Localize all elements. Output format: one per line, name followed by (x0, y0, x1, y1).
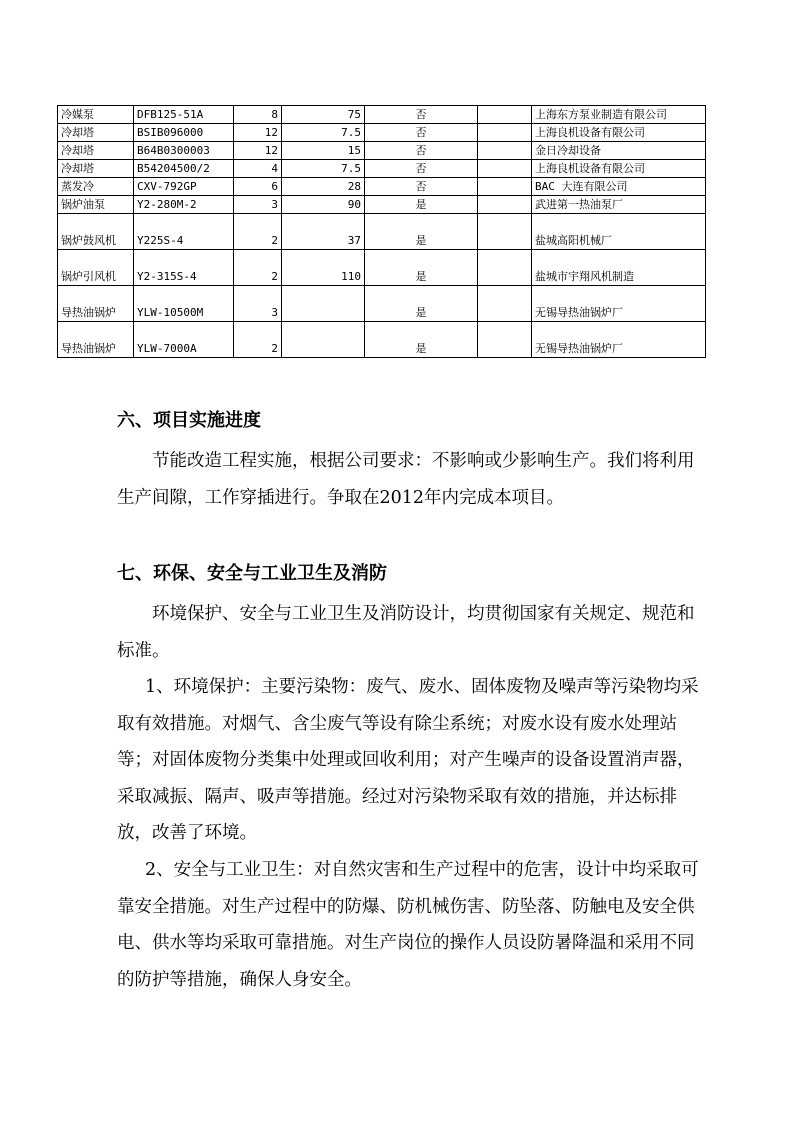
table-row (58, 160, 706, 178)
cell-manufacturer: 无锡导热油锅炉厂 (532, 322, 706, 358)
cell-power: 75 (282, 106, 365, 124)
cell-model: B64B0300003 (134, 142, 234, 160)
cell-manufacturer: 盐城市宇翔风机制造 (532, 250, 706, 286)
cell-note (478, 142, 532, 160)
cell-quantity: 8 (234, 106, 282, 124)
cell-manufacturer: 无锡导热油锅炉厂 (532, 286, 706, 322)
cell-model: DFB125-51A (134, 106, 234, 124)
safety-hygiene-paragraph: 2、安全与工业卫生：对自然灾害和生产过程中的危害，设计中均采取可靠安全措施。对生产过程中的防爆、防机械伤害、防坠落、防触电及安全供电、供水等均采取可靠措施。对生产岗位的操作人员设防暑降温和采用不同的防护等措施，确保人身安全。 (117, 860, 699, 990)
cell-note (478, 196, 532, 214)
cell-power: 110 (282, 250, 365, 286)
cell-retrofit: 是 (365, 322, 478, 358)
cell-quantity: 12 (234, 142, 282, 160)
cell-manufacturer: 金日冷却设备 (532, 142, 706, 160)
cell-retrofit: 是 (365, 214, 478, 250)
cell-retrofit: 否 (365, 160, 478, 178)
cell-equipment-name: 冷却塔 (58, 160, 134, 178)
cell-power: 7.5 (282, 124, 365, 142)
cell-model: YLW-7000A (134, 322, 234, 358)
table-row (58, 196, 706, 214)
section-7-heading: 七、环保、安全与工业卫生及消防 (117, 563, 387, 584)
cell-manufacturer: 上海良机设备有限公司 (532, 124, 706, 142)
cell-equipment-name: 锅炉引风机 (58, 250, 134, 286)
cell-quantity: 4 (234, 160, 282, 178)
cell-equipment-name: 冷媒泵 (58, 106, 134, 124)
cell-model: Y225S-4 (134, 214, 234, 250)
cell-quantity: 2 (234, 214, 282, 250)
cell-equipment-name: 锅炉鼓风机 (58, 214, 134, 250)
cell-power: 28 (282, 178, 365, 196)
cell-note (478, 160, 532, 178)
cell-model: YLW-10500M (134, 286, 234, 322)
cell-retrofit: 否 (365, 178, 478, 196)
cell-model: B54204500/2 (134, 160, 234, 178)
table-row (58, 322, 706, 358)
cell-quantity: 2 (234, 322, 282, 358)
cell-equipment-name: 冷却塔 (58, 142, 134, 160)
cell-manufacturer: 上海良机设备有限公司 (532, 160, 706, 178)
cell-model: CXV-792GP (134, 178, 234, 196)
cell-power (282, 322, 365, 358)
equipment-table-body (58, 106, 706, 358)
table-row (58, 214, 706, 250)
cell-power (282, 286, 365, 322)
cell-note (478, 124, 532, 142)
cell-retrofit: 否 (365, 124, 478, 142)
section-7-intro-paragraph: 环境保护、安全与工业卫生及消防设计，均贯彻国家有关规定、规范和标准。 (117, 604, 695, 661)
table-row (58, 124, 706, 142)
cell-note (478, 178, 532, 196)
cell-model: Y2-280M-2 (134, 196, 234, 214)
cell-note (478, 286, 532, 322)
table-row (58, 286, 706, 322)
cell-note (478, 214, 532, 250)
cell-quantity: 3 (234, 286, 282, 322)
cell-manufacturer: 上海东方泵业制造有限公司 (532, 106, 706, 124)
cell-equipment-name: 锅炉油泵 (58, 196, 134, 214)
cell-equipment-name: 导热油锅炉 (58, 322, 134, 358)
table-row (58, 178, 706, 196)
table-row (58, 250, 706, 286)
cell-retrofit: 是 (365, 250, 478, 286)
cell-quantity: 6 (234, 178, 282, 196)
environmental-protection-paragraph: 1、环境保护：主要污染物：废气、废水、固体废物及噪声等污染物均采取有效措施。对烟气、含尘废气等设有除尘系统；对废水设有废水处理站等；对固体废物分类集中处理或回收利用；对产生噪声的设备设置消声器，采取减振、隔声、吸声等措施。经过对污染物采取有效的措施，并达标排放，改善了环境。 (117, 677, 699, 843)
cell-equipment-name: 蒸发冷 (58, 178, 134, 196)
cell-manufacturer: 武进第一热油泵厂 (532, 196, 706, 214)
table-row (58, 106, 706, 124)
cell-retrofit: 否 (365, 142, 478, 160)
cell-quantity: 3 (234, 196, 282, 214)
cell-manufacturer: 盐城高阳机械厂 (532, 214, 706, 250)
cell-model: BSIB096000 (134, 124, 234, 142)
section-6-paragraph: 节能改造工程实施，根据公司要求：不影响或少影响生产。我们将利用生产间隙，工作穿插进行。争取在2012年内完成本项目。 (117, 451, 695, 508)
cell-retrofit: 是 (365, 196, 478, 214)
cell-quantity: 12 (234, 124, 282, 142)
equipment-table (57, 105, 706, 358)
cell-note (478, 322, 532, 358)
cell-power: 7.5 (282, 160, 365, 178)
cell-power: 15 (282, 142, 365, 160)
cell-equipment-name: 冷却塔 (58, 124, 134, 142)
cell-model: Y2-315S-4 (134, 250, 234, 286)
cell-power: 37 (282, 214, 365, 250)
cell-retrofit: 是 (365, 286, 478, 322)
cell-note (478, 106, 532, 124)
cell-power: 90 (282, 196, 365, 214)
cell-quantity: 2 (234, 250, 282, 286)
cell-note (478, 250, 532, 286)
table-row (58, 142, 706, 160)
cell-manufacturer: BAC 大连有限公司 (532, 178, 706, 196)
section-6-heading: 六、项目实施进度 (117, 410, 261, 431)
cell-retrofit: 否 (365, 106, 478, 124)
cell-equipment-name: 导热油锅炉 (58, 286, 134, 322)
